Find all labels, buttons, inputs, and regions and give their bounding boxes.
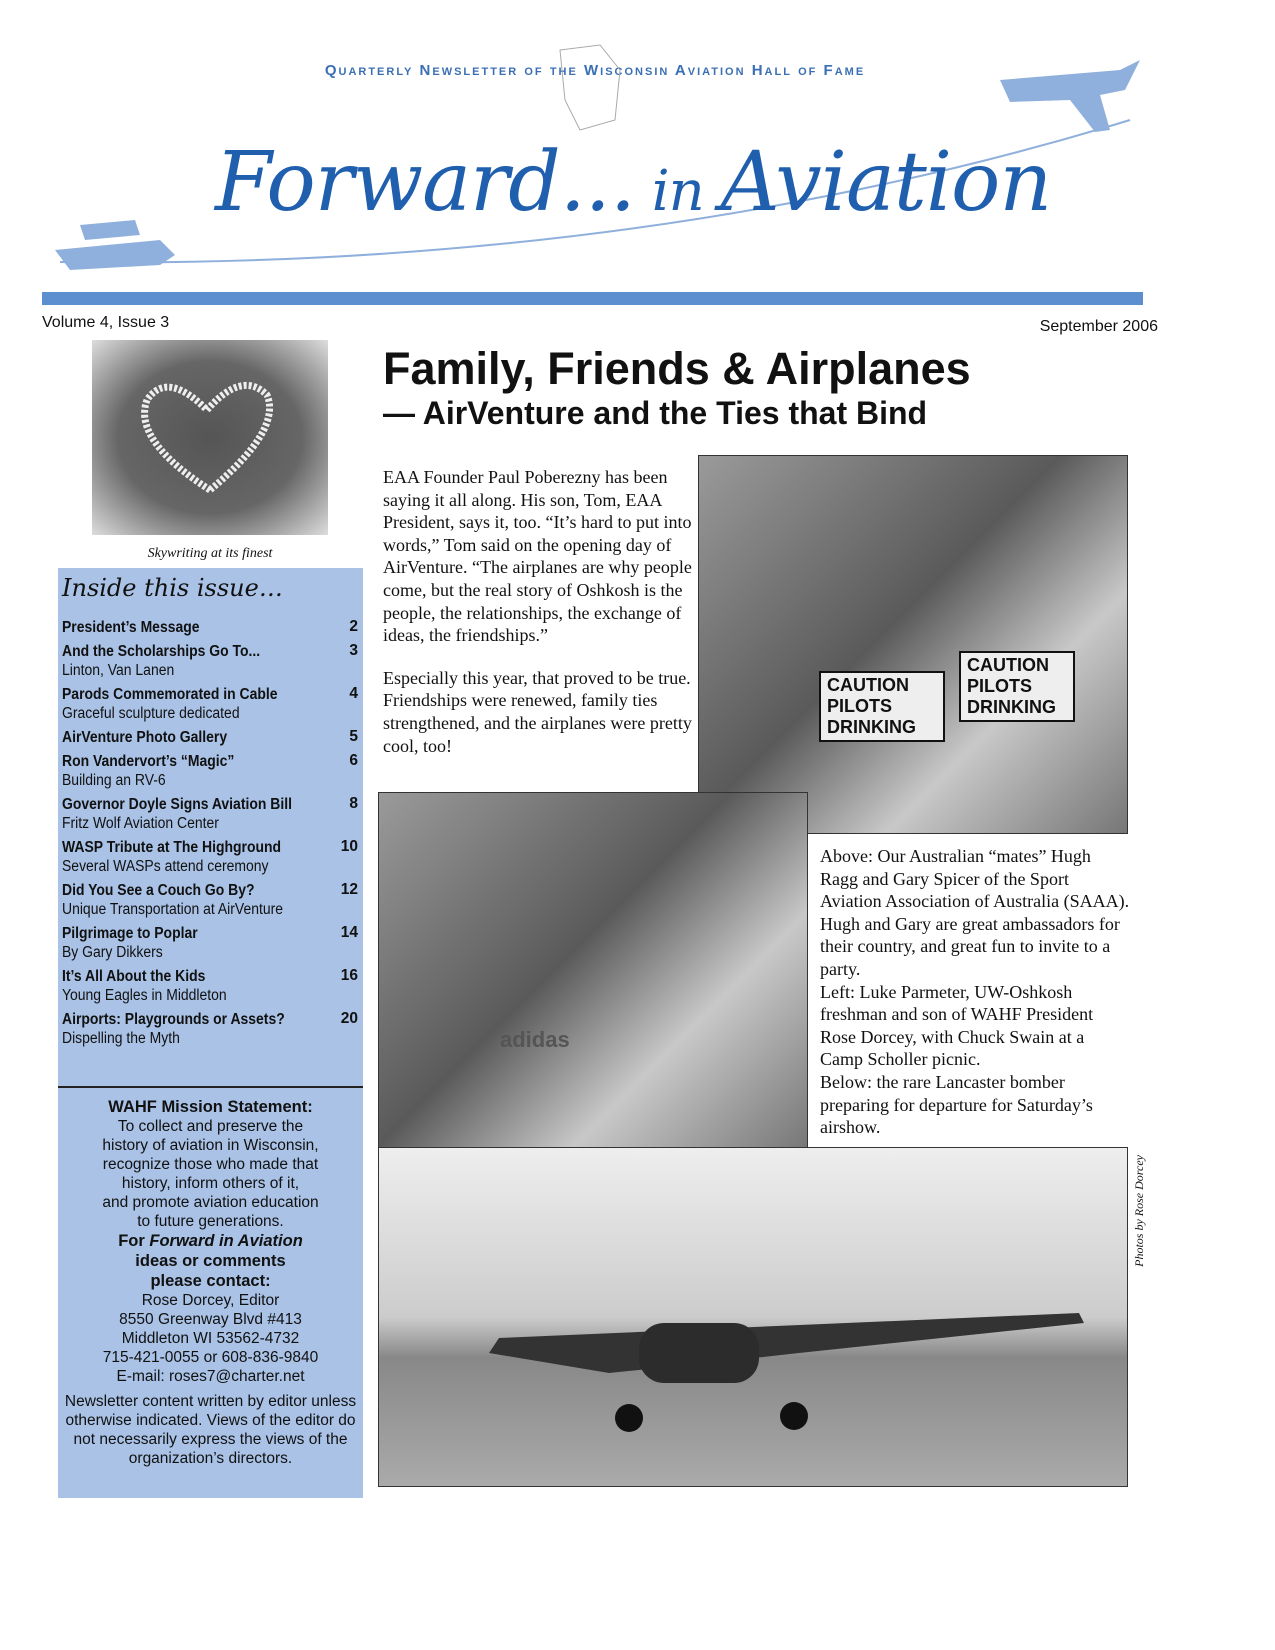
toc-entry — [62, 838, 305, 876]
masthead-forward: Forward... — [215, 135, 635, 230]
toc-title: Airports: Playgrounds or Assets? — [62, 1011, 285, 1028]
toc-page-number: 16 — [340, 967, 358, 984]
table-of-contents — [62, 618, 358, 1053]
toc-title: Governor Doyle Signs Aviation Bill — [62, 796, 292, 813]
contact-line[interactable]: E-mail: roses7@charter.net — [116, 1368, 305, 1385]
toc-item[interactable] — [62, 881, 358, 919]
mission-line: history, inform others of it, — [121, 1175, 300, 1192]
sidebar — [58, 568, 363, 1498]
contact-line: Middleton WI 53562-4732 — [121, 1330, 300, 1347]
toc-entry — [62, 728, 245, 747]
toc-subtitle: Fritz Wolf Aviation Center — [62, 815, 219, 832]
toc-title: And the Scholarships Go To... — [62, 643, 261, 660]
mission-text — [58, 1117, 363, 1231]
masthead-in: in — [634, 159, 721, 224]
mission-heading: WAHF Mission Statement: — [108, 1098, 313, 1116]
toc-item[interactable] — [62, 752, 358, 790]
toc-item[interactable] — [62, 685, 358, 723]
contact-info — [58, 1291, 363, 1386]
toc-subtitle: Dispelling the Myth — [62, 1030, 180, 1047]
masthead-title — [215, 135, 1052, 230]
toc-title: President’s Message — [62, 619, 200, 636]
contact-line: Rose Dorcey, Editor — [141, 1292, 280, 1309]
toc-page-number: 3 — [349, 642, 358, 659]
shirt-text: CAUTION PILOTS DRINKING — [959, 651, 1075, 722]
paragraph: Especially this year, that proved to be true. Friendships were renewed, family ties strengthened, and the airplanes were pretty cool, too! — [383, 667, 692, 756]
toc-page-number: 8 — [349, 795, 358, 812]
toc-entry — [62, 881, 308, 919]
toc-item[interactable] — [62, 728, 358, 747]
toc-item[interactable] — [62, 838, 358, 876]
toc-entry — [62, 752, 254, 790]
luke-and-chuck-photo — [378, 792, 808, 1149]
biplane-icon — [55, 220, 175, 270]
shirt-text: adidas — [500, 1027, 570, 1052]
heart-icon — [145, 385, 270, 490]
toc-subtitle: By Gary Dikkers — [62, 944, 163, 961]
toc-page-number: 14 — [340, 924, 358, 941]
mission-line: recognize those who made that — [102, 1156, 319, 1173]
contact-line: 715-421-0055 or 608-836-9840 — [102, 1349, 319, 1366]
toc-entry — [62, 1010, 309, 1048]
photo-caption: Skywriting at its finest — [147, 546, 273, 561]
skywriting-heart-photo — [92, 340, 328, 535]
disclaimer: Newsletter content written by editor unless otherwise indicated. Views of the editor do not necessarily express the views of the organization’s directors. — [64, 1393, 357, 1467]
volume-issue: Volume 4, Issue 3 — [42, 314, 170, 331]
toc-title: Ron Vandervort’s “Magic” — [62, 753, 235, 770]
mission-line: and promote aviation education — [102, 1194, 319, 1211]
toc-page-number: 4 — [349, 685, 358, 702]
photo-captions — [820, 845, 1130, 1139]
caption-above: Above: Our Australian “mates” Hugh Ragg and Gary Spicer of the Sport Aviation Association of Australia (SAAA). Hugh and Gary are great ambassadors for their country, and great fun to invite to a party. — [820, 846, 1130, 979]
toc-page-number: 10 — [340, 838, 358, 855]
mission-line: to future generations. — [137, 1213, 284, 1230]
toc-subtitle: Linton, Van Lanen — [62, 662, 175, 679]
toc-page-number: 20 — [340, 1010, 358, 1027]
toc-item[interactable] — [62, 1010, 358, 1048]
issue-date: September 2006 — [1039, 318, 1158, 335]
toc-item[interactable] — [62, 642, 358, 680]
sidebar-divider — [58, 1086, 363, 1088]
contact-line: please contact: — [150, 1272, 271, 1290]
article-subhead: — AirVenture and the Ties that Bind — [383, 395, 928, 431]
mission-line: To collect and preserve the — [117, 1118, 304, 1135]
jet-icon — [1000, 60, 1140, 132]
australian-mates-photo — [698, 455, 1128, 834]
lancaster-bomber-photo — [378, 1147, 1128, 1487]
toc-entry — [62, 967, 245, 1005]
toc-subtitle: Several WASPs attend ceremony — [62, 858, 269, 875]
toc-entry — [62, 685, 301, 723]
mission-line: history of aviation in Wisconsin, — [102, 1137, 319, 1154]
bomber-icon — [379, 1148, 1127, 1486]
toc-entry — [62, 642, 282, 680]
newsletter-tagline: Quarterly Newsletter of the Wisconsin Aviation Hall of Fame — [324, 62, 866, 79]
caption-left: Left: Luke Parmeter, UW-Oshkosh freshman and son of WAHF President Rose Dorcey, with Chuck Swain at a Camp Scholler picnic. — [820, 981, 1094, 1070]
contact-line: 8550 Greenway Blvd #413 — [119, 1311, 302, 1328]
toc-subtitle: Unique Transportation at AirVenture — [62, 901, 284, 918]
toc-item[interactable] — [62, 924, 358, 962]
toc-page-number: 5 — [349, 728, 358, 745]
wisconsin-outline-icon — [560, 45, 620, 130]
article-headline: Family, Friends & Airplanes — [383, 343, 971, 394]
toc-subtitle: Graceful sculpture dedicated — [62, 705, 240, 722]
inside-this-issue-heading: Inside this issue… — [62, 574, 283, 602]
paragraph: EAA Founder Paul Poberezny has been saying it all along. His son, Tom, EAA President, says it, too. “It’s hard to put into words,” Tom said on the opening day of AirVenture. “The airplanes are why people come, but the real story of Oshkosh is the people, the relationships, the exchange of ideas, the friendships.” — [383, 467, 692, 646]
toc-title: WASP Tribute at The Highground — [62, 839, 282, 856]
toc-page-number: 12 — [340, 881, 358, 898]
masthead-aviation: Aviation — [720, 135, 1052, 230]
header-bar — [42, 292, 1143, 305]
toc-page-number: 6 — [349, 752, 358, 769]
toc-title: AirVenture Photo Gallery — [62, 729, 228, 746]
toc-title: Did You See a Couch Go By? — [62, 882, 255, 899]
toc-entry — [62, 618, 215, 637]
toc-item[interactable] — [62, 795, 358, 833]
toc-title: Pilgrimage to Poplar — [62, 925, 198, 942]
contact-for: For — [118, 1232, 150, 1250]
toc-item[interactable] — [62, 618, 358, 637]
publication-name: Forward in Aviation — [149, 1232, 303, 1250]
toc-entry — [62, 795, 318, 833]
toc-item[interactable] — [62, 967, 358, 1005]
shirt-text: CAUTION PILOTS DRINKING — [819, 671, 945, 742]
toc-page-number: 2 — [349, 618, 358, 635]
photo-credit: Photos by Rose Dorcey — [1132, 1155, 1146, 1267]
article-body — [383, 466, 693, 777]
contact-heading — [58, 1231, 363, 1291]
caption-below: Below: the rare Lancaster bomber preparing for departure for Saturday’s airshow. — [820, 1071, 1093, 1138]
contact-line: ideas or comments — [135, 1252, 286, 1270]
mission-statement — [58, 1098, 363, 1468]
toc-subtitle: Young Eagles in Middleton — [62, 987, 227, 1004]
toc-subtitle: Building an RV-6 — [62, 772, 166, 789]
toc-title: It’s All About the Kids — [62, 968, 206, 985]
toc-title: Parods Commemorated in Cable — [62, 686, 278, 703]
toc-entry — [62, 924, 213, 962]
